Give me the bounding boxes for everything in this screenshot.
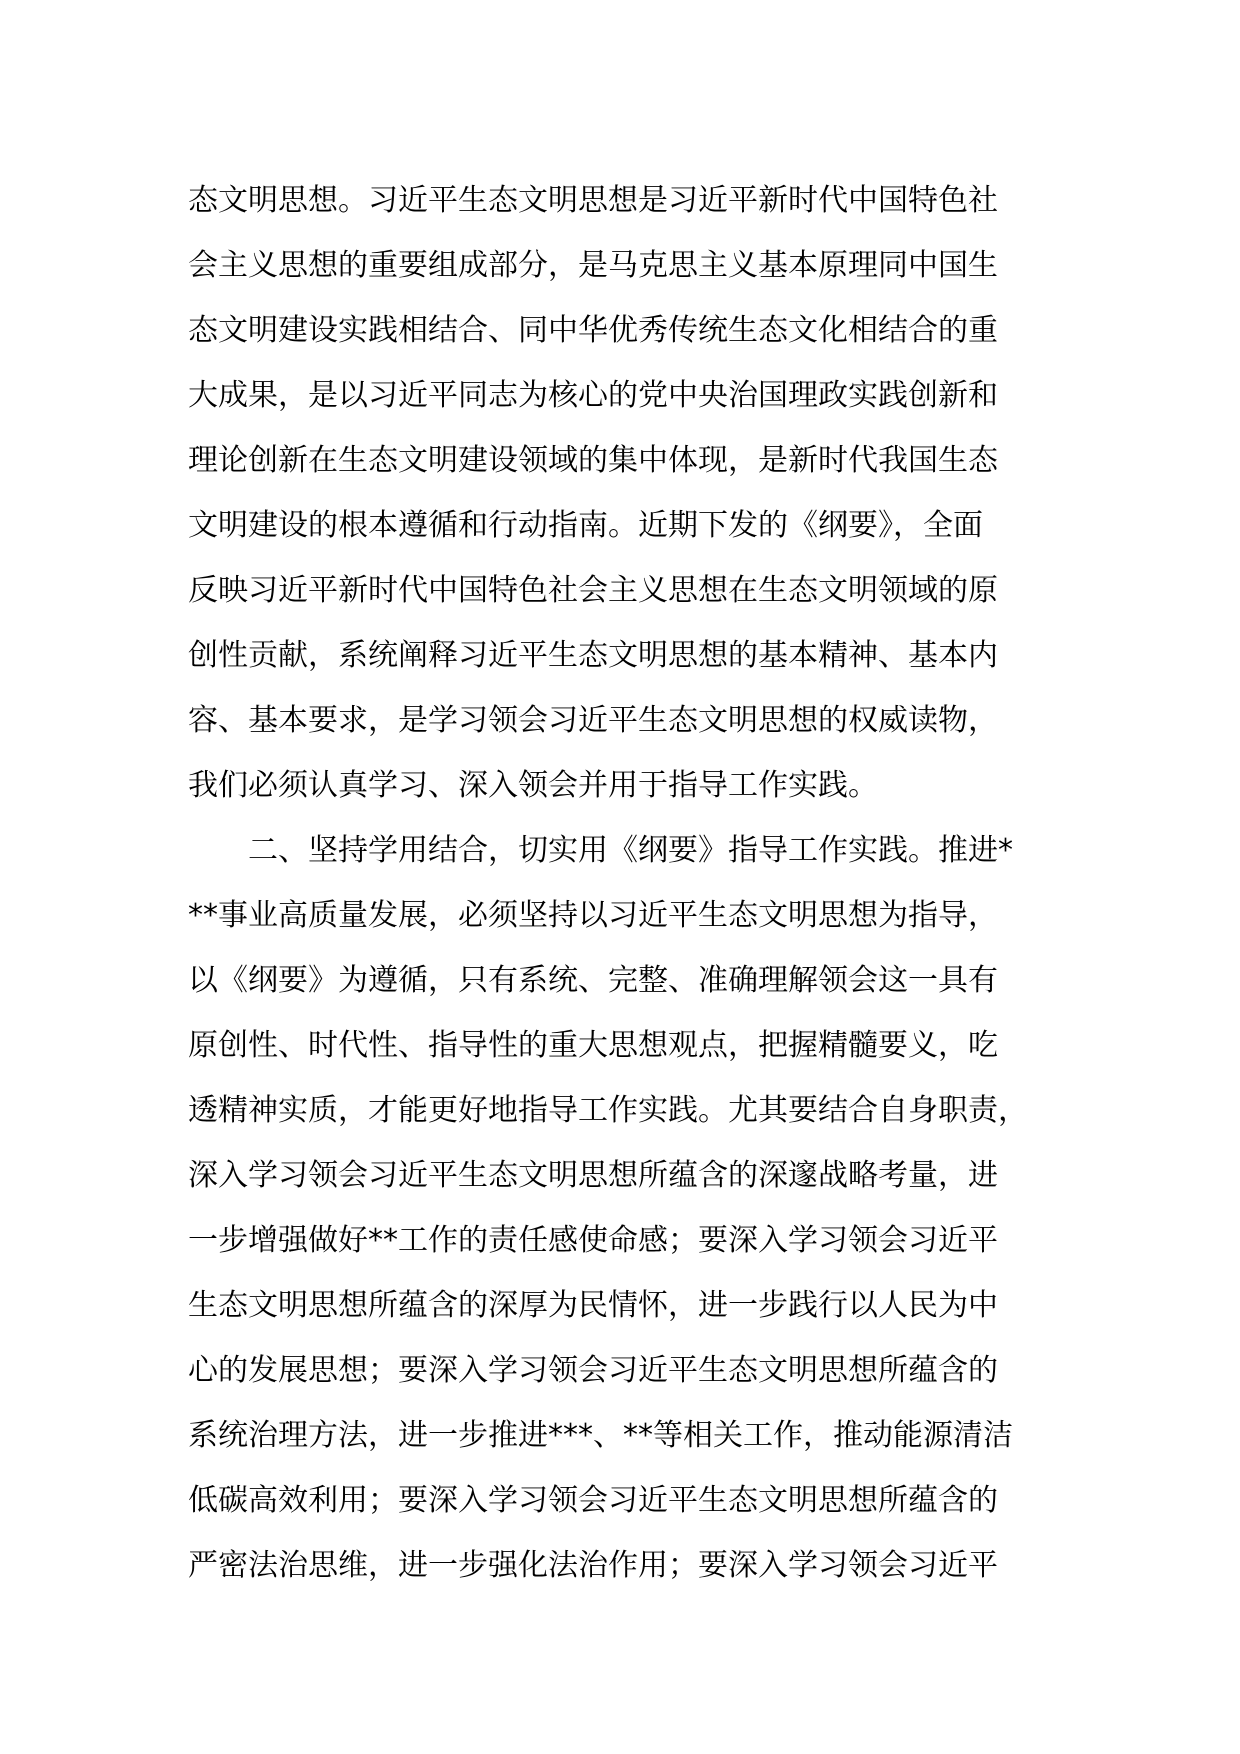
- section-heading-line: 二、坚持学用结合，切实用《纲要》指导工作实践。推进*: [248, 833, 1013, 868]
- text-line: 文明建设的根本遵循和行动指南。近期下发的《纲要》，全面: [188, 508, 983, 543]
- text-line: 大成果，是以习近平同志为核心的党中央治国理政实践创新和: [188, 378, 998, 413]
- text-line: 一步增强做好**工作的责任感使命感；要深入学习领会习近平: [188, 1223, 998, 1258]
- text-line: 以《纲要》为遵循，只有系统、完整、准确理解领会这一具有: [188, 963, 998, 998]
- text-line: 理论创新在生态文明建设领域的集中体现，是新时代我国生态: [188, 443, 998, 478]
- text-line: 我们必须认真学习、深入领会并用于指导工作实践。: [188, 768, 878, 803]
- text-line: 态文明思想。习近平生态文明思想是习近平新时代中国特色社: [188, 183, 998, 218]
- text-line: 系统治理方法，进一步推进***、**等相关工作，推动能源清洁: [188, 1418, 1013, 1453]
- text-line: 反映习近平新时代中国特色社会主义思想在生态文明领域的原: [188, 573, 998, 608]
- text-line: 心的发展思想；要深入学习领会习近平生态文明思想所蕴含的: [188, 1353, 998, 1388]
- text-line: 深入学习领会习近平生态文明思想所蕴含的深邃战略考量，进: [188, 1158, 998, 1193]
- text-line: 创性贡献，系统阐释习近平生态文明思想的基本精神、基本内: [188, 638, 998, 673]
- text-line: 会主义思想的重要组成部分，是马克思主义基本原理同中国生: [188, 248, 998, 283]
- text-line: 容、基本要求，是学习领会习近平生态文明思想的权威读物，: [188, 703, 998, 738]
- text-line: 透精神实质，才能更好地指导工作实践。尤其要结合自身职责，: [188, 1093, 1028, 1128]
- body-text: [188, 168, 1088, 1598]
- text-line: 生态文明思想所蕴含的深厚为民情怀，进一步践行以人民为中: [188, 1288, 998, 1323]
- text-line: 原创性、时代性、指导性的重大思想观点，把握精髓要义，吃: [188, 1028, 998, 1063]
- text-line: 严密法治思维，进一步强化法治作用；要深入学习领会习近平: [188, 1548, 998, 1583]
- text-line: 低碳高效利用；要深入学习领会习近平生态文明思想所蕴含的: [188, 1483, 998, 1518]
- text-line: **事业高质量发展，必须坚持以习近平生态文明思想为指导，: [188, 898, 998, 933]
- text-line: 态文明建设实践相结合、同中华优秀传统生态文化相结合的重: [188, 313, 998, 348]
